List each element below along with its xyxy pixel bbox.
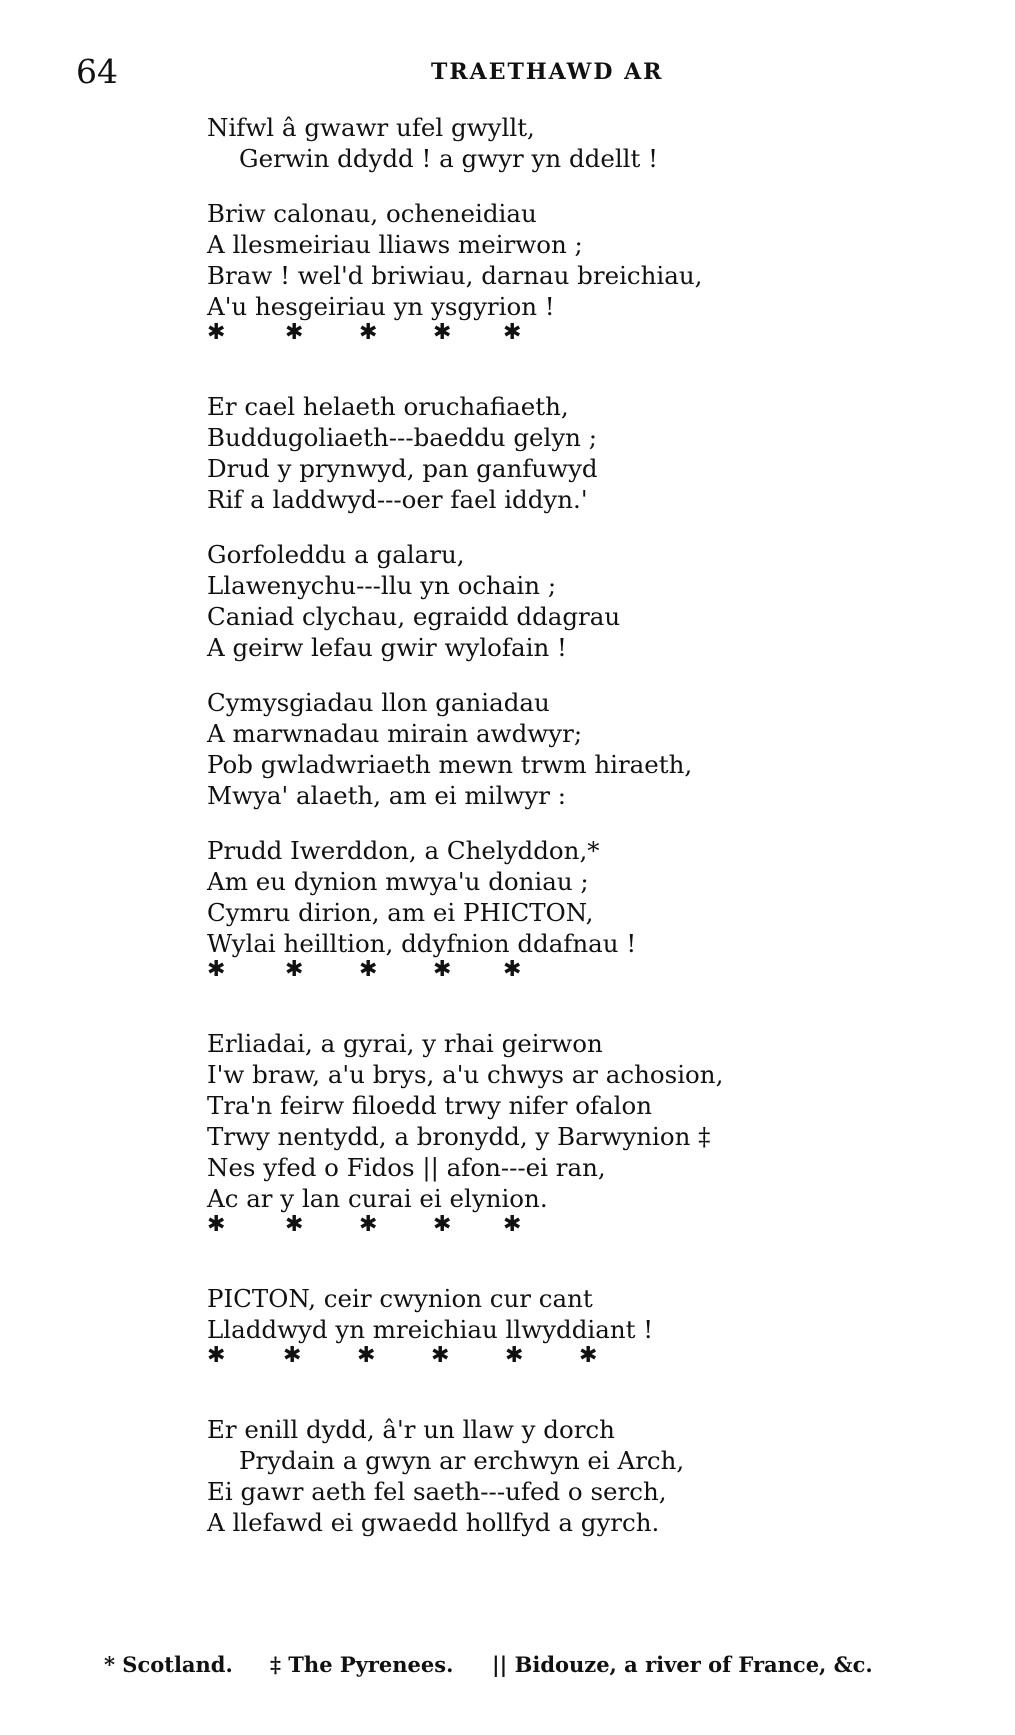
poem-line: Prudd Iwerddon, a Chelyddon,* (207, 836, 600, 865)
poem-line: A llefawd ei gwaedd hollfyd a gyrch. (207, 1508, 660, 1537)
asterisk-divider (207, 1343, 967, 1373)
asterisk-icon: ✱ (503, 1212, 522, 1237)
stanza (207, 835, 967, 959)
stanza-gap (207, 1373, 967, 1414)
asterisk-icon: ✱ (579, 1343, 598, 1368)
poem-body (207, 112, 967, 1538)
poem-line: Gerwin ddydd ! a gwyr yn ddellt ! (239, 144, 658, 173)
asterisk-icon: ✱ (285, 320, 304, 345)
asterisk-divider (207, 1212, 967, 1242)
stanza-gap (207, 174, 967, 198)
poem-line: Am eu dynion mwya'u doniau ; (207, 867, 589, 896)
asterisk-icon: ✱ (207, 1343, 226, 1368)
poem-line: Cymru dirion, am ei PHICTON, (207, 898, 594, 927)
poem-line: Briw calonau, ocheneidiau (207, 199, 537, 228)
asterisk-icon: ✱ (357, 1343, 376, 1368)
poem-line: Er cael helaeth oruchafiaeth, (207, 392, 569, 421)
poem-line: Pob gwladwriaeth mewn trwm hiraeth, (207, 750, 693, 779)
stanza (207, 198, 967, 322)
poem-line: Ei gawr aeth fel saeth---ufed o serch, (207, 1477, 667, 1506)
poem-line: Nifwl â gwawr ufel gwyllt, (207, 113, 535, 142)
asterisk-icon: ✱ (431, 1343, 450, 1368)
footnote-scotland: * Scotland. (104, 1652, 233, 1677)
stanza-gap (207, 515, 967, 539)
stanza-gap (207, 987, 967, 1028)
page-number: 64 (76, 52, 118, 91)
asterisk-divider (207, 320, 967, 350)
asterisk-icon: ✱ (359, 320, 378, 345)
asterisk-icon: ✱ (503, 957, 522, 982)
asterisk-icon: ✱ (505, 1343, 524, 1368)
asterisk-icon: ✱ (283, 1343, 302, 1368)
poem-line: Trwy nentydd, a bronydd, y Barwynion ‡ (207, 1122, 711, 1151)
poem-line: A marwnadau mirain awdwyr; (207, 719, 583, 748)
poem-line: Caniad clychau, egraidd ddagrau (207, 602, 621, 631)
asterisk-icon: ✱ (207, 957, 226, 982)
poem-line: Drud y prynwyd, pan ganfuwyd (207, 454, 598, 483)
asterisk-icon: ✱ (285, 1212, 304, 1237)
poem-line: A'u hesgeiriau yn ysgyrion ! (207, 292, 555, 321)
poem-line: PICTON, ceir cwynion cur cant (207, 1284, 593, 1313)
asterisk-icon: ✱ (207, 320, 226, 345)
stanza-gap (207, 663, 967, 687)
footnotes (104, 1648, 964, 1682)
poem-line: Braw ! wel'd briwiau, darnau breichiau, (207, 261, 703, 290)
asterisk-icon: ✱ (433, 957, 452, 982)
poem-line: Rif a laddwyd---oer fael iddyn.' (207, 485, 588, 514)
asterisk-icon: ✱ (433, 1212, 452, 1237)
poem-line: A geirw lefau gwir wylofain ! (207, 633, 567, 662)
stanza (207, 687, 967, 811)
stanza (207, 1283, 967, 1345)
poem-line: Ac ar y lan curai ei elynion. (207, 1184, 548, 1213)
poem-line: Llawenychu---llu yn ochain ; (207, 571, 557, 600)
poem-line: Tra'n feirw filoedd trwy nifer ofalon (207, 1091, 653, 1120)
footnote-bidouze: || Bidouze, a river of France, &c. (492, 1652, 873, 1677)
poem-line: Cymysgiadau llon ganiadau (207, 688, 550, 717)
poem-line: Nes yfed o Fidos || afon---ei ran, (207, 1153, 606, 1182)
footnote-pyrenees: ‡ The Pyrenees. (270, 1652, 454, 1677)
page-header (76, 52, 936, 92)
poem-line: I'w braw, a'u brys, a'u chwys ar achosion, (207, 1060, 724, 1089)
stanza (207, 1414, 967, 1538)
poem-line: Erliadai, a gyrai, y rhai geirwon (207, 1029, 603, 1058)
poem-line: Mwya' alaeth, am ei milwyr : (207, 781, 566, 810)
poem-line: Gorfoleddu a galaru, (207, 540, 465, 569)
asterisk-icon: ✱ (503, 320, 522, 345)
asterisk-icon: ✱ (359, 957, 378, 982)
stanza-gap (207, 1242, 967, 1283)
stanza-gap (207, 350, 967, 391)
poem-line: Buddugoliaeth---baeddu gelyn ; (207, 423, 598, 452)
asterisk-icon: ✱ (359, 1212, 378, 1237)
stanza-gap (207, 811, 967, 835)
poem-line: Er enill dydd, â'r un llaw y dorch (207, 1415, 615, 1444)
running-head: TRAETHAWD AR (431, 59, 664, 85)
asterisk-icon: ✱ (433, 320, 452, 345)
poem-line: Wylai heilltion, ddyfnion ddafnau ! (207, 929, 637, 958)
stanza (207, 539, 967, 663)
asterisk-divider (207, 957, 967, 987)
asterisk-icon: ✱ (285, 957, 304, 982)
stanza (207, 112, 967, 174)
stanza (207, 1028, 967, 1214)
poem-line: Lladdwyd yn mreichiau llwyddiant ! (207, 1315, 654, 1344)
stanza (207, 391, 967, 515)
poem-line: A llesmeiriau lliaws meirwon ; (207, 230, 583, 259)
poem-line: Prydain a gwyn ar erchwyn ei Arch, (239, 1446, 685, 1475)
asterisk-icon: ✱ (207, 1212, 226, 1237)
